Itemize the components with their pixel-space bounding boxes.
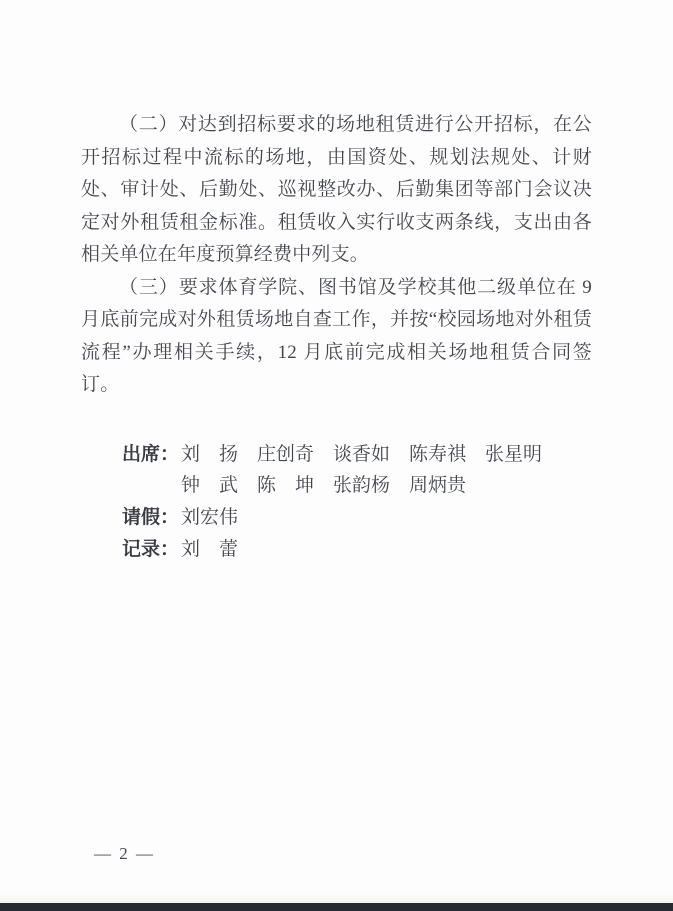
attendance-names-line: 刘 扬 庄创奇 谈香如 陈寿祺 张星明 [181, 443, 543, 465]
page-number: — 2 — [94, 844, 155, 863]
attendance-row-present [122, 439, 592, 501]
paragraph-item-2: （二）对达到招标要求的场地租赁进行公开招标，在公开招标过程中流标的场地，由国资处、规划法规处、计财处、审计处、后勤处、巡视整改办、后勤集团等部门会议决定对外租赁租金标准。租赁收入实行收支两条线，支出由各相关单位在年度预算经费中列支。 [81, 114, 592, 265]
scan-edge-shadow [0, 891, 673, 903]
attendance-label-leave: 请假： [122, 506, 180, 528]
attendance-row-recorder [122, 534, 592, 565]
attendance-list [81, 439, 592, 565]
body-text [81, 109, 592, 402]
document-content [81, 109, 592, 565]
attendance-label-recorder: 记录： [122, 538, 180, 560]
attendance-row-leave [122, 502, 592, 533]
scan-bottom-edge [0, 903, 673, 911]
attendance-names-line: 刘宏伟 [181, 506, 239, 528]
attendance-names-recorder [181, 534, 238, 565]
attendance-names-line: 刘 蕾 [181, 538, 239, 560]
attendance-label-present: 出席： [122, 443, 180, 465]
attendance-names-line: 钟 武 陈 坤 张韵杨 周炳贵 [181, 474, 467, 496]
paragraph-item-3: （三）要求体育学院、图书馆及学校其他二级单位在 9 月底前完成对外租赁场地自查工作，并按“校园场地对外租赁流程”办理相关手续，12 月底前完成相关场地租赁合同签订。 [81, 276, 592, 395]
attendance-names-leave [181, 502, 238, 533]
attendance-names-present [181, 439, 542, 501]
